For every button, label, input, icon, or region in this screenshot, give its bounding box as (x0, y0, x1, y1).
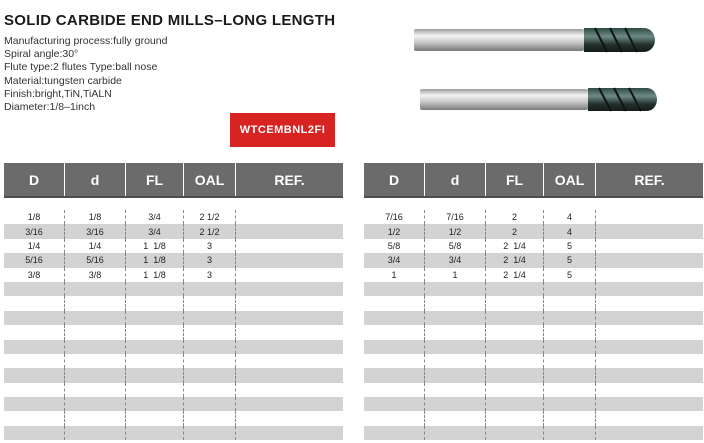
table-cell: 2 (486, 224, 544, 238)
table-row (364, 397, 703, 411)
table-cell (486, 397, 544, 411)
table-cell (184, 311, 236, 325)
table-cell (126, 296, 184, 310)
table-cell (544, 296, 596, 310)
table-cell: 3/4 (126, 224, 184, 238)
table-cell (596, 239, 703, 253)
table-cell: 5 (544, 268, 596, 282)
page-title: SOLID CARBIDE END MILLS–LONG LENGTH (4, 12, 336, 29)
table-cell (4, 311, 65, 325)
table-cell (65, 383, 126, 397)
table-cell (184, 296, 236, 310)
size-table-right (364, 163, 703, 440)
table-cell (65, 311, 126, 325)
table-cell (486, 311, 544, 325)
table-cell (4, 411, 65, 425)
table-cell: 2 1/2 (184, 224, 236, 238)
table-row (364, 411, 703, 425)
table-cell: 3/16 (4, 224, 65, 238)
table-cell: 3 (184, 239, 236, 253)
table-cell (4, 397, 65, 411)
table-row (4, 296, 343, 310)
table-cell (425, 383, 486, 397)
table-cell (236, 383, 343, 397)
table-cell (4, 354, 65, 368)
spec-manufacturing: Manufacturing process:fully ground (4, 35, 168, 47)
table-cell (486, 368, 544, 382)
table-cell (486, 325, 544, 339)
table-row (364, 224, 703, 238)
table-body (4, 210, 343, 440)
column-header-oal: OAL (544, 163, 596, 196)
table-row (364, 253, 703, 267)
table-cell (364, 340, 425, 354)
table-cell (544, 311, 596, 325)
table-cell (65, 354, 126, 368)
table-cell (425, 340, 486, 354)
table-cell (596, 311, 703, 325)
table-cell (126, 397, 184, 411)
table-cell (65, 397, 126, 411)
table-cell: 1/8 (65, 210, 126, 224)
table-cell (236, 354, 343, 368)
table-cell (425, 311, 486, 325)
table-cell (486, 383, 544, 397)
table-cell: 7/16 (364, 210, 425, 224)
table-cell: 5 (544, 239, 596, 253)
table-cell (486, 340, 544, 354)
table-cell (364, 296, 425, 310)
table-row (4, 239, 343, 253)
column-header-fl: FL (126, 163, 184, 196)
table-cell: 1/2 (364, 224, 425, 238)
table-cell (236, 268, 343, 282)
table-cell (364, 397, 425, 411)
table-row (4, 383, 343, 397)
table-cell (596, 426, 703, 440)
table-cell (486, 411, 544, 425)
table-cell: 2 1/2 (184, 210, 236, 224)
table-cell: 3/8 (4, 268, 65, 282)
table-cell (236, 311, 343, 325)
ball-nose-end-mill-image (412, 20, 662, 60)
table-cell: 2 1/4 (486, 268, 544, 282)
table-row (364, 239, 703, 253)
table-cell: 1/8 (4, 210, 65, 224)
table-cell (65, 296, 126, 310)
table-row (364, 325, 703, 339)
table-cell (236, 224, 343, 238)
table-cell (364, 354, 425, 368)
table-cell (425, 411, 486, 425)
table-cell (596, 354, 703, 368)
table-cell (126, 282, 184, 296)
table-cell: 1/4 (4, 239, 65, 253)
table-cell (596, 340, 703, 354)
table-cell: 3/16 (65, 224, 126, 238)
table-cell (364, 325, 425, 339)
table-row (4, 253, 343, 267)
table-cell (184, 397, 236, 411)
table-header (364, 163, 703, 198)
table-row (364, 368, 703, 382)
table-cell (65, 282, 126, 296)
table-cell (236, 368, 343, 382)
table-cell (544, 383, 596, 397)
table-cell (236, 411, 343, 425)
table-cell (65, 325, 126, 339)
table-cell (425, 296, 486, 310)
table-cell (184, 282, 236, 296)
table-row (4, 411, 343, 425)
table-cell (364, 411, 425, 425)
table-cell: 5/16 (65, 253, 126, 267)
table-cell: 2 1/4 (486, 253, 544, 267)
table-cell (425, 282, 486, 296)
table-row (364, 296, 703, 310)
table-cell (236, 426, 343, 440)
table-row (364, 311, 703, 325)
table-cell (184, 368, 236, 382)
column-header-ref: REF. (274, 171, 305, 188)
table-cell: 5 (544, 253, 596, 267)
table-row (364, 282, 703, 296)
table-cell (4, 368, 65, 382)
table-cell (184, 383, 236, 397)
table-row (4, 340, 343, 354)
table-row (4, 268, 343, 282)
table-cell: 1 1/8 (126, 253, 184, 267)
table-cell: 7/16 (425, 210, 486, 224)
table-cell (184, 411, 236, 425)
table-cell (126, 340, 184, 354)
table-cell (4, 383, 65, 397)
table-cell: 1 (364, 268, 425, 282)
table-row (364, 268, 703, 282)
table-row (4, 354, 343, 368)
table-cell: 3/8 (65, 268, 126, 282)
table-cell: 3/4 (126, 210, 184, 224)
spec-spiral-angle: Spiral angle:30° (4, 48, 79, 61)
table-cell (184, 340, 236, 354)
table-cell (236, 253, 343, 267)
table-cell: 5/8 (364, 239, 425, 253)
table-row (364, 210, 703, 224)
table-row (364, 354, 703, 368)
table-cell (236, 325, 343, 339)
table-cell (425, 354, 486, 368)
table-cell (126, 411, 184, 425)
table-cell: 3/4 (364, 253, 425, 267)
table-cell (544, 368, 596, 382)
table-cell: 3 (184, 253, 236, 267)
spec-list (4, 35, 167, 114)
table-row (4, 210, 343, 224)
table-cell (596, 325, 703, 339)
table-cell (65, 368, 126, 382)
table-cell (486, 354, 544, 368)
table-cell: 4 (544, 224, 596, 238)
table-cell (4, 340, 65, 354)
table-row (4, 282, 343, 296)
table-cell (364, 282, 425, 296)
table-cell (544, 354, 596, 368)
spec-diameter: Diameter:1/8–1inch (4, 101, 96, 114)
table-cell (4, 426, 65, 440)
table-body (364, 210, 703, 440)
table-cell (65, 411, 126, 425)
table-cell (544, 340, 596, 354)
column-header-d-major: D (4, 163, 65, 196)
ball-nose-end-mill-image (418, 80, 668, 118)
table-cell: 1 1/8 (126, 268, 184, 282)
table-row (4, 224, 343, 238)
table-cell (184, 325, 236, 339)
table-header (4, 163, 343, 198)
table-cell (596, 368, 703, 382)
table-cell: 3/4 (425, 253, 486, 267)
table-cell (126, 311, 184, 325)
table-cell: 1 (425, 268, 486, 282)
table-cell (364, 426, 425, 440)
table-row (4, 426, 343, 440)
table-cell (425, 426, 486, 440)
table-cell (184, 354, 236, 368)
spec-material: Material:tungsten carbide (4, 74, 122, 87)
table-cell (65, 426, 126, 440)
table-cell (425, 368, 486, 382)
table-cell (544, 426, 596, 440)
table-cell: 2 (486, 210, 544, 224)
table-cell (596, 411, 703, 425)
table-cell (486, 426, 544, 440)
table-cell (126, 383, 184, 397)
table-cell (596, 282, 703, 296)
table-cell (596, 253, 703, 267)
column-header-fl: FL (486, 163, 544, 196)
table-row (4, 368, 343, 382)
table-cell (236, 210, 343, 224)
table-cell (4, 282, 65, 296)
table-cell (486, 296, 544, 310)
spec-finish: Finish:bright,TiN,TiALN (4, 87, 112, 100)
table-cell (544, 325, 596, 339)
table-cell (364, 383, 425, 397)
table-cell (544, 411, 596, 425)
table-cell (236, 239, 343, 253)
column-header-ref: REF. (634, 171, 665, 188)
table-cell (486, 282, 544, 296)
table-cell (596, 296, 703, 310)
table-cell (126, 354, 184, 368)
table-cell (184, 426, 236, 440)
table-cell (425, 397, 486, 411)
table-cell (126, 368, 184, 382)
table-row (364, 383, 703, 397)
table-cell (65, 340, 126, 354)
table-row (364, 340, 703, 354)
table-cell: 5/8 (425, 239, 486, 253)
table-cell (544, 282, 596, 296)
table-cell: 5/16 (4, 253, 65, 267)
table-cell (236, 340, 343, 354)
table-cell: 3 (184, 268, 236, 282)
table-cell (4, 325, 65, 339)
table-cell (126, 426, 184, 440)
size-table-left (4, 163, 343, 440)
column-header-d-major: D (364, 163, 425, 196)
table-cell (4, 296, 65, 310)
column-header-d-shank: d (65, 163, 126, 196)
table-cell (126, 325, 184, 339)
table-cell (596, 268, 703, 282)
table-row (4, 397, 343, 411)
table-cell (236, 397, 343, 411)
table-cell: 1/4 (65, 239, 126, 253)
table-row (4, 325, 343, 339)
table-cell (596, 210, 703, 224)
table-cell: 1/2 (425, 224, 486, 238)
table-cell (364, 311, 425, 325)
column-header-d-shank: d (425, 163, 486, 196)
table-cell: 2 1/4 (486, 239, 544, 253)
table-cell (596, 383, 703, 397)
table-row (4, 311, 343, 325)
product-code-badge: WTCEMBNL2FI (230, 113, 335, 147)
column-header-oal: OAL (184, 163, 236, 196)
table-cell (425, 325, 486, 339)
table-row (364, 426, 703, 440)
table-cell (364, 368, 425, 382)
table-cell (596, 224, 703, 238)
table-cell (596, 397, 703, 411)
table-cell: 1 1/8 (126, 239, 184, 253)
table-cell: 4 (544, 210, 596, 224)
table-cell (236, 282, 343, 296)
table-cell (236, 296, 343, 310)
table-cell (544, 397, 596, 411)
spec-flute-type: Flute type:2 flutes Type:ball nose (4, 61, 158, 74)
